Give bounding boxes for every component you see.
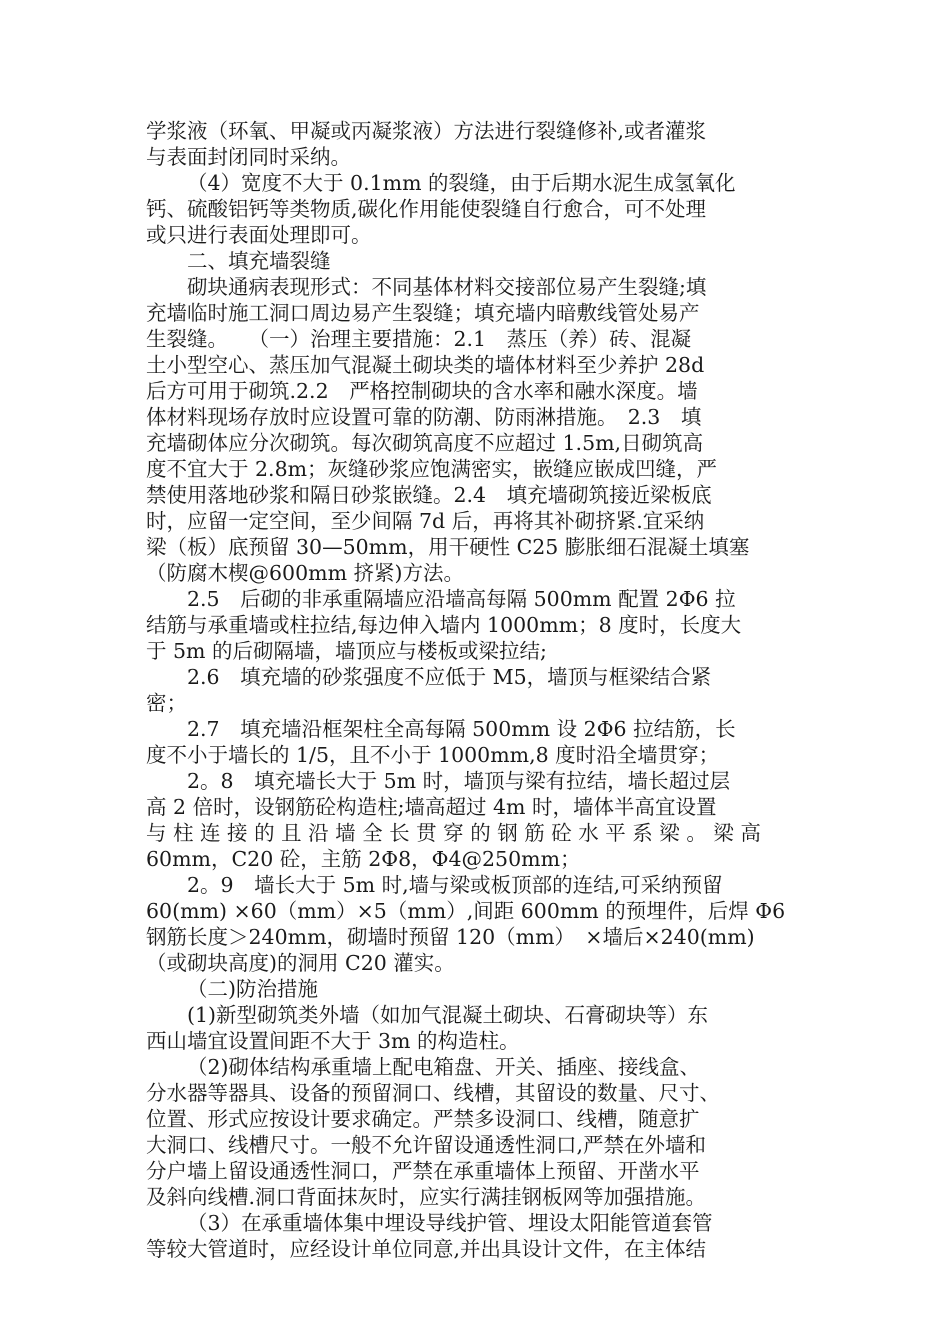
text-line: （或砌块高度)的洞用 C20 灌实。 xyxy=(146,951,455,975)
text-line: 钢筋长度＞240mm，砌墙时预留 120（mm） ×墙后×240(mm) xyxy=(146,925,755,949)
text-line: 或只进行表面处理即可。 xyxy=(146,223,372,247)
text-line: （4）宽度不大于 0.1mm 的裂缝，由于后期水泥生成氢氧化 xyxy=(187,171,736,195)
text-line: 高 2 倍时，设钢筋砼构造柱;墙高超过 4m 时，墙体半高宜设置 xyxy=(146,795,717,819)
text-line: 结筋与承重墙或柱拉结,每边伸入墙内 1000mm；8 度时，长度大 xyxy=(146,613,742,637)
text-line: （防腐木楔@600mm 挤紧)方法。 xyxy=(146,561,465,585)
document-body xyxy=(146,118,811,1262)
text-line: 位置、形式应按设计要求确定。严禁多设洞口、线槽，随意扩 xyxy=(146,1107,700,1131)
text-line: 与 柱 连 接 的 且 沿 墙 全 长 贯 穿 的 钢 筋 砼 水 平 系 梁 。 梁 高 xyxy=(146,821,761,845)
text-line: 禁使用落地砂浆和隔日砂浆嵌缝。2.4 填充墙砌筑接近梁板底 xyxy=(146,483,712,507)
text-line: 二、填充墙裂缝 xyxy=(187,249,331,273)
text-line: 密； xyxy=(146,691,187,715)
text-line: 2.5 后砌的非承重隔墙应沿墙高每隔 500mm 配置 2Φ6 拉 xyxy=(187,587,736,611)
text-line: 分水器等器具、设备的预留洞口、线槽，其留设的数量、尺寸、 xyxy=(146,1081,720,1105)
text-line: 2.6 填充墙的砂浆强度不应低于 M5，墙顶与框梁结合紧 xyxy=(187,665,712,689)
text-line: 大洞口、线槽尺寸。一般不允许留设通透性洞口,严禁在外墙和 xyxy=(146,1133,707,1157)
text-line: 及斜向线槽.洞口背面抹灰时，应实行满挂钢板网等加强措施。 xyxy=(146,1185,707,1209)
text-line: 后方可用于砌筑.2.2 严格控制砌块的含水率和融水深度。墙 xyxy=(146,379,698,403)
text-line: 时，应留一定空间，至少间隔 7d 后，再将其补砌挤紧.宜采纳 xyxy=(146,509,705,533)
text-line: （2)砌体结构承重墙上配电箱盘、开关、插座、接线盒、 xyxy=(187,1055,701,1079)
text-line: (1)新型砌筑类外墙（如加气混凝土砌块、石膏砌块等）东 xyxy=(187,1003,709,1027)
text-line: 与表面封闭同时采纳。 xyxy=(146,145,351,169)
text-line: 度不小于墙长的 1/5，且不小于 1000mm,8 度时沿全墙贯穿； xyxy=(146,743,720,767)
text-line: 西山墙宜设置间距不大于 3m 的构造柱。 xyxy=(146,1029,520,1053)
text-line: 充墙临时施工洞口周边易产生裂缝；填充墙内暗敷线管处易产 xyxy=(146,301,700,325)
text-line: 充墙砌体应分次砌筑。每次砌筑高度不应超过 1.5m,日砌筑高 xyxy=(146,431,704,455)
text-line: 等较大管道时，应经设计单位同意,并出具设计文件，在主体结 xyxy=(146,1237,707,1261)
text-line: 砌块通病表现形式：不同基体材料交接部位易产生裂缝;填 xyxy=(187,275,707,299)
text-line: 梁（板）底预留 30—50mm，用干硬性 C25 膨胀细石混凝土填塞 xyxy=(146,535,750,559)
text-line: 于 5m 的后砌隔墙，墙顶应与楼板或梁拉结; xyxy=(146,639,547,663)
text-line: 60mm，C20 砼，主筋 2Φ8，Φ4@250mm； xyxy=(146,847,581,871)
text-line: 2。8 填充墙长大于 5m 时，墙顶与梁有拉结，墙长超过层 xyxy=(187,769,731,793)
text-line: 分户墙上留设通透性洞口，严禁在承重墙体上预留、开凿水平 xyxy=(146,1159,700,1183)
text-line: （二)防治措施 xyxy=(187,977,318,1001)
text-line: 度不宜大于 2.8m；灰缝砂浆应饱满密实，嵌缝应嵌成凹缝，严 xyxy=(146,457,718,481)
text-line: 体材料现场存放时应设置可靠的防潮、防雨淋措施。 2.3 填 xyxy=(146,405,702,429)
text-line: （3）在承重墙体集中埋设导线护管、埋设太阳能管道套管 xyxy=(187,1211,713,1235)
text-line: 2。9 墙长大于 5m 时,墙与梁或板顶部的连结,可采纳预留 xyxy=(187,873,723,897)
text-line: 生裂缝。 （一）治理主要措施：2.1 蒸压（养）砖、混凝 xyxy=(146,327,692,351)
text-line: 学浆液（环氧、甲凝或丙凝浆液）方法进行裂缝修补,或者灌浆 xyxy=(146,119,707,143)
text-line: 钙、硫酸铝钙等类物质,碳化作用能使裂缝自行愈合，可不处理 xyxy=(146,197,707,221)
text-line: 2.7 填充墙沿框架柱全高每隔 500mm 设 2Φ6 拉结筋，长 xyxy=(187,717,736,741)
text-line: 土小型空心、蒸压加气混凝土砌块类的墙体材料至少养护 28d xyxy=(146,353,705,377)
text-line: 60(mm) ×60（mm）×5（mm）,间距 600mm 的预埋件，后焊 Φ6 xyxy=(146,899,786,923)
